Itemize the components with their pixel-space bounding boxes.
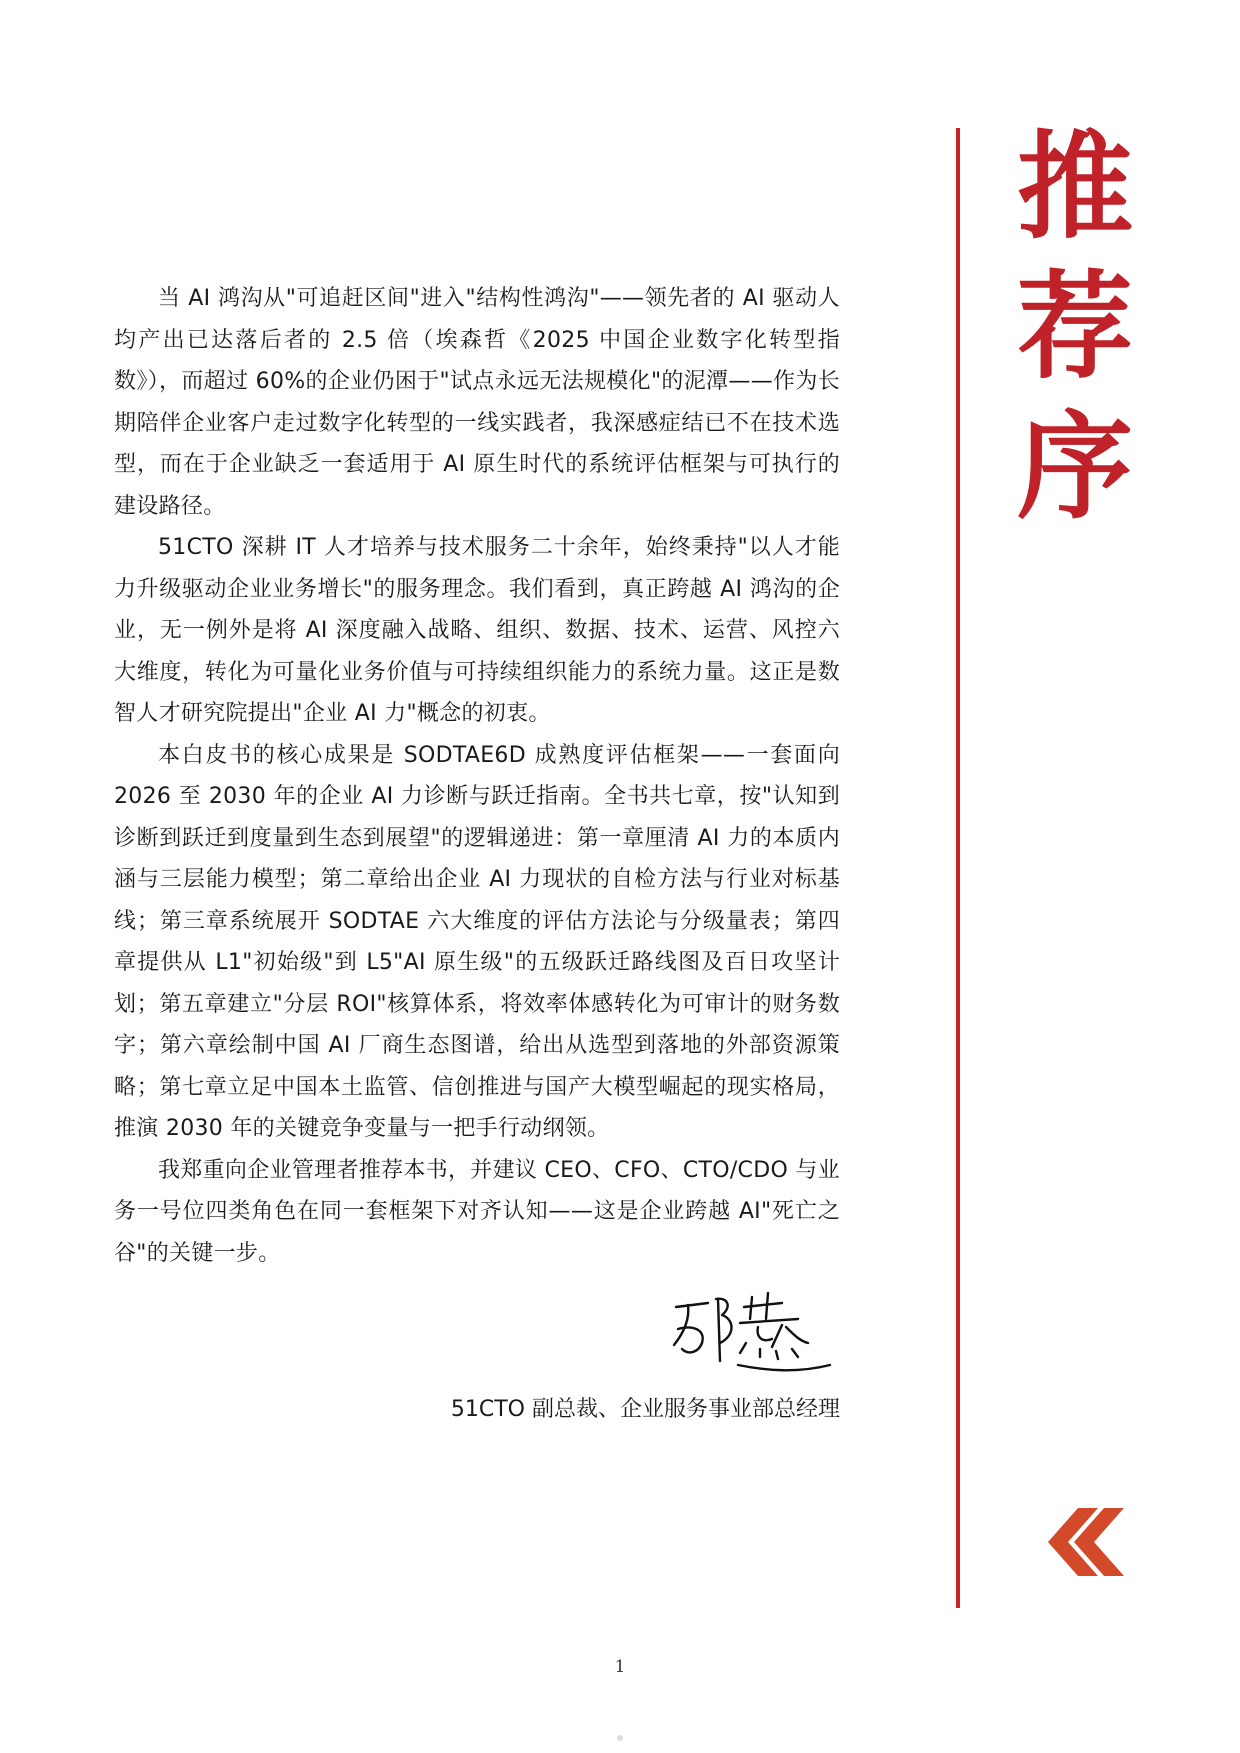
section-title-vertical [1010,118,1140,538]
paragraph-1: 当 AI 鸿沟从"可追赶区间"进入"结构性鸿沟"——领先者的 AI 驱动人均产出已达落后者的 2.5 倍（埃森哲《2025 中国企业数字化转型指数》），而超过 60%的企业仍困于"试点永远无法规模化"的泥潭——作为长期陪伴企业客户走过数字化转型的一线实践者，我深感症结已不在技术选型，而在于企业缺乏一套适用于 AI 原生时代的系统评估框架与可执行的建设路径。 [114,286,840,519]
paragraph-3: 本白皮书的核心成果是 SODTAE6D 成熟度评估框架——一套面向 2026 至 2030 年的企业 AI 力诊断与跃迁指南。全书共七章，按"认知到诊断到跃迁到度量到生态到展望"的逻辑递进：第一章厘清 AI 力的本质内涵与三层能力模型；第二章给出企业 AI 力现状的自检方法与行业对标基线；第三章系统展开 SODTAE 六大维度的评估方法论与分级量表；第四章提供从 L1"初始级"到 L5"AI 原生级"的五级跃迁路线图及百日攻坚计划；第五章建立"分层 ROI"核算体系，将效率体感转化为可审计的财务数字；第六章绘制中国 AI 厂商生态图谱，给出从选型到落地的外部资源策略；第七章立足中国本土监管、信创推进与国产大模型崛起的现实格局，推演 2030 年的关键竞争变量与一把手行动纲领。 [114,742,840,1141]
title-char-1: 推 [1017,120,1133,255]
footer-dot [617,1735,623,1741]
vertical-red-rule [956,128,960,1608]
double-chevron-left-icon [1042,1508,1124,1576]
paragraph-2: 51CTO 深耕 IT 人才培养与技术服务二十余年，始终秉持"以人才能力升级驱动企业业务增长"的服务理念。我们看到，真正跨越 AI 鸿沟的企业，无一例外是将 AI 深度融入战略、组织、数据、技术、运营、风控六大维度，转化为可量化业务价值与可持续组织能力的系统力量。这正是数智人才研究院提出"企业 AI 力"概念的初衷。 [114,535,840,726]
title-char-3: 序 [1017,400,1133,535]
signatory-title: 51CTO 副总裁、企业服务事业部总经理 [450,1397,840,1422]
paragraph-4: 我郑重向企业管理者推荐本书，并建议 CEO、CFO、CTO/CDO 与业务一号位四类角色在同一套框架下对齐认知——这是企业跨越 AI"死亡之谷"的关键一步。 [114,1157,840,1266]
preface-body [114,278,840,1274]
page-number: 1 [614,1657,626,1677]
title-char-2: 荐 [1017,260,1133,395]
handwritten-signature [668,1285,838,1380]
